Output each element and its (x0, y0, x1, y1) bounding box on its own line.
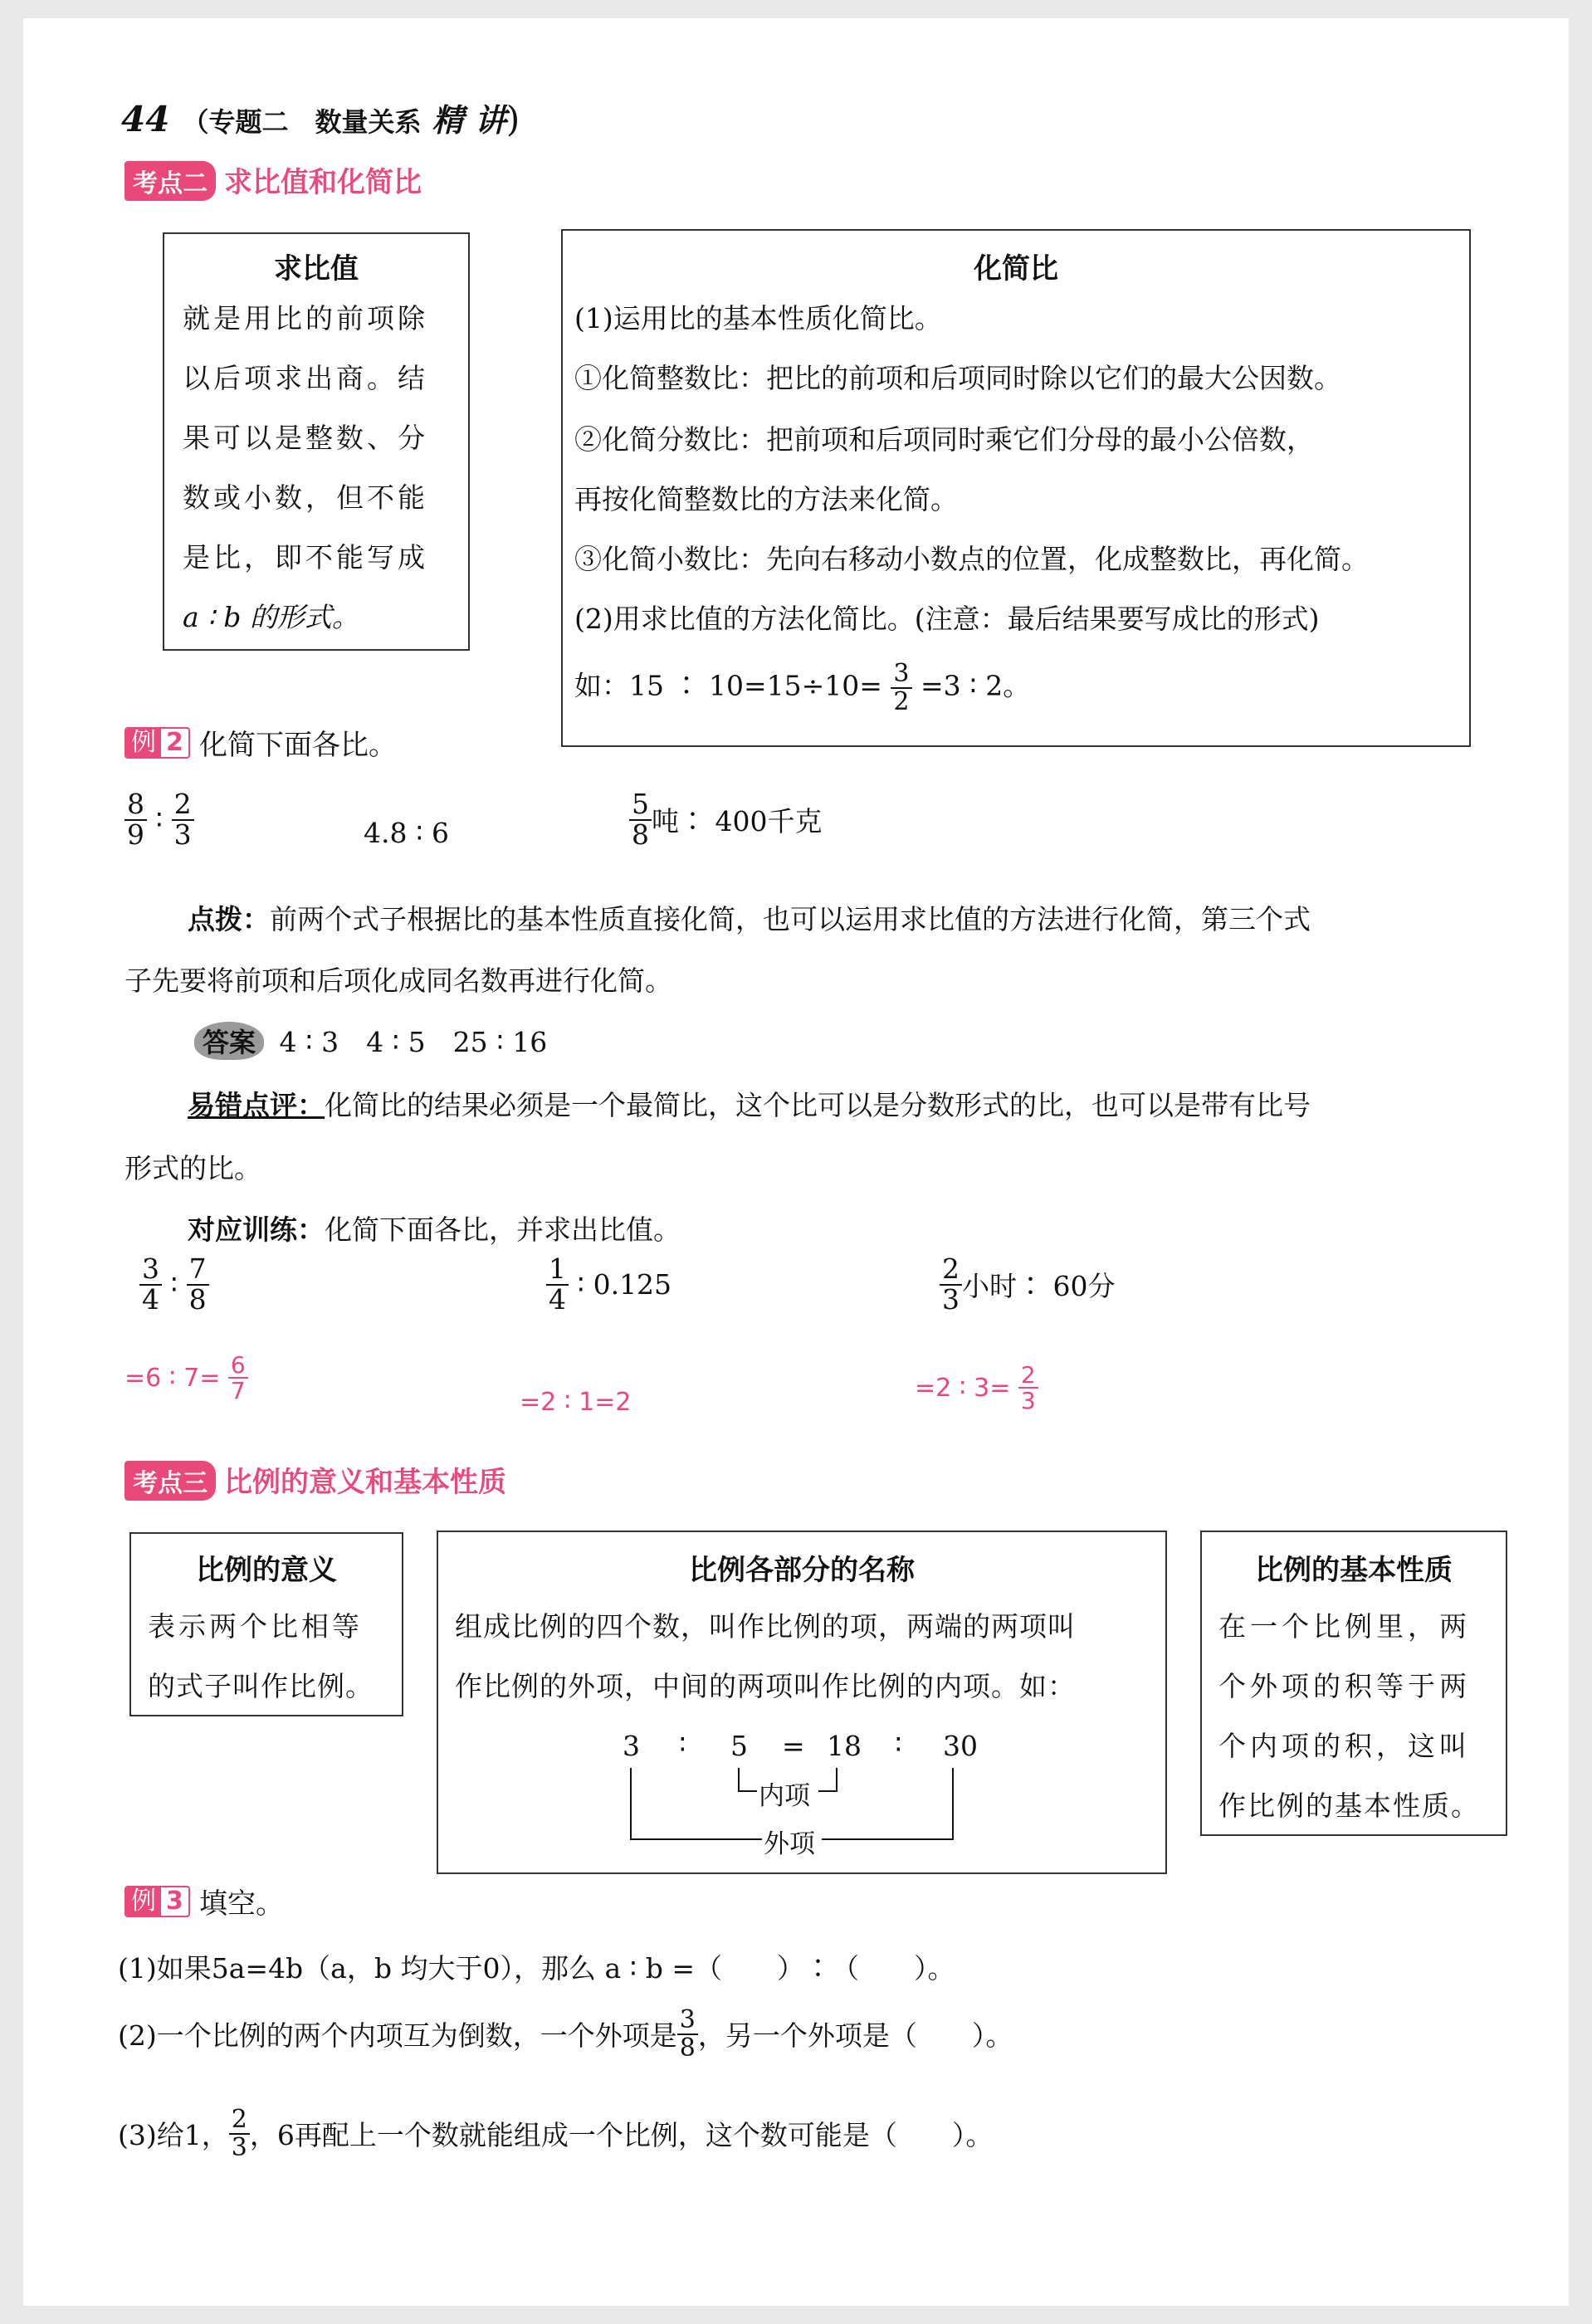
ex3-question-2 (118, 2007, 1013, 2061)
numerator: 2 (940, 1255, 962, 1286)
question-text: ，6再配上一个数就能组成一个比例，这个数可能是（ ）。 (249, 2119, 994, 2151)
box-title: 化简比 (974, 252, 1058, 286)
page-number: 44 (121, 99, 170, 139)
diagram-term: 5 (730, 1730, 748, 1762)
fraction (229, 2107, 250, 2160)
proportion-property-box (1200, 1531, 1507, 1836)
problem-text: 吨∶ 400千克 (652, 805, 823, 838)
denominator: 9 (127, 818, 144, 851)
example-tag (125, 1886, 190, 1917)
denominator: 3 (173, 818, 192, 851)
denominator: 3 (942, 1282, 960, 1316)
numerator: 6 (228, 1353, 248, 1379)
answer-line (194, 1021, 547, 1060)
diagram-equals: = (782, 1730, 805, 1762)
brand-text: 精 讲 (432, 101, 506, 139)
section-tag: 考点二 (125, 161, 216, 201)
box-title: 比例的意义 (196, 1554, 337, 1587)
problem-text: 小时∶ 60分 (962, 1270, 1116, 1303)
practice-answer-3 (915, 1363, 1038, 1413)
page (23, 18, 1569, 2306)
numerator: 1 (546, 1255, 569, 1286)
question-text: (3)给1， (118, 2119, 229, 2151)
box-line: (2)用求比值的方法化简比。(注意：最后结果要写成比的形式) (574, 603, 1320, 635)
box-line: 组成比例的四个数，叫作比例的项，两端的两项叫 (455, 1610, 1076, 1643)
box-title: 比例各部分的名称 (689, 1554, 915, 1587)
box-line: ②化简分数比：把前项和后项同时乘它们分母的最小公倍数， (574, 423, 1314, 456)
example-text: 如：15 ∶ 10=15÷10= (574, 669, 882, 702)
numerator: 8 (125, 790, 147, 821)
box-line: 就是用比的前项除 (183, 302, 428, 334)
example-tag-number: 2 (166, 727, 183, 757)
denominator: 7 (230, 1377, 246, 1405)
box-line: (1)运用比的基本性质化简比。 (574, 302, 942, 334)
fraction (891, 661, 911, 715)
numerator: 3 (677, 2007, 698, 2035)
colon: ∶ (155, 803, 164, 837)
box-line: 以后项求出商。结 (183, 362, 428, 394)
numerator: 5 (629, 790, 652, 821)
outer-terms-label: 外项 (764, 1829, 815, 1859)
denominator: 8 (188, 1282, 207, 1316)
box-line: 再按化简整数比的方法来化简。 (574, 483, 958, 515)
diagram-term: 3 (623, 1730, 640, 1762)
answer-text: =2 ∶ 3= (915, 1373, 1011, 1403)
box-line: 的式子叫作比例。 (148, 1670, 374, 1702)
tip-line-2: 子先要将前项和后项化成同名数再进行化简。 (125, 964, 672, 997)
ex3-question-1: (1)如果5a=4b（a，b 均大于0），那么 a ∶ b =（ ）∶（ ）。 (118, 1952, 955, 1985)
proportion-parts-box (437, 1531, 1167, 1874)
box-line: 表示两个比相等 (148, 1610, 363, 1643)
section-tag: 考点三 (125, 1461, 216, 1501)
practice-label: 对应训练： (188, 1213, 325, 1246)
box-title: 求比值 (274, 252, 359, 286)
section-heading-kp2 (125, 159, 422, 201)
fraction (139, 1252, 162, 1316)
denominator: 2 (893, 686, 910, 716)
question-text: (2)一个比例的两个内项互为倒数，一个外项是 (118, 2019, 677, 2052)
practice-heading (188, 1208, 681, 1247)
denominator: 3 (231, 2132, 247, 2162)
answer-text: =6 ∶ 7= (125, 1363, 221, 1393)
example-text: =3 ∶ 2。 (921, 669, 1031, 702)
ex3-question-3 (118, 2107, 993, 2160)
example-text: 填空。 (198, 1887, 284, 1921)
header-close: ) (505, 99, 520, 139)
answer-label: 答案 (194, 1022, 264, 1060)
denominator: 8 (679, 2033, 696, 2063)
diagram-colon: ∶ (895, 1728, 902, 1760)
section-title: 求比值和化简比 (224, 166, 422, 199)
simplify-ratio-box (561, 229, 1471, 747)
box-line: 作比例的外项，中间的两项叫作比例的内项。如： (455, 1670, 1076, 1702)
section-title: 比例的意义和基本性质 (224, 1466, 506, 1499)
fraction (677, 2007, 698, 2061)
practice-text: 化简下面各比，并求出比值。 (325, 1213, 681, 1246)
numerator: 7 (187, 1255, 209, 1286)
fraction (629, 790, 652, 849)
example-text: 化简下面各比。 (198, 729, 397, 762)
example-2-heading (125, 722, 397, 763)
mistake-label: 易错点评： (188, 1089, 325, 1121)
box-line: 是比，即不能写成 (183, 541, 428, 574)
box-line: ①化简整数比：把比的前项和后项同时除以它们的最大公因数。 (574, 362, 1341, 394)
chapter-title: （专题二 数量关系 (182, 106, 422, 138)
denominator: 4 (549, 1282, 566, 1316)
practice-answer-1 (125, 1353, 248, 1404)
numerator: 2 (229, 2107, 250, 2135)
example-tag (125, 727, 190, 759)
box-line: ③化简小数比：先向右移动小数点的位置，化成整数比，再化简。 (574, 543, 1369, 575)
colon: ∶ (170, 1268, 178, 1301)
practice-q1 (139, 1252, 209, 1316)
numerator: 3 (139, 1255, 162, 1286)
example-3-heading (125, 1881, 284, 1921)
example-tag-number: 3 (166, 1886, 183, 1916)
practice-q2 (546, 1252, 672, 1316)
tip-text: 前两个式子根据比的基本性质直接化简，也可以运用求比值的方法进行化简，第三个式 (270, 903, 1311, 935)
inner-terms-label: 内项 (759, 1781, 810, 1811)
diagram-term: 18 (827, 1730, 862, 1762)
box-line: 个内项的积，这叫 (1218, 1730, 1471, 1762)
fraction (546, 1252, 569, 1316)
practice-q3 (940, 1252, 1116, 1316)
mistake-line-1 (188, 1084, 1311, 1123)
box-line: a ∶ b 的形式。 (183, 601, 359, 633)
page-header (121, 95, 520, 144)
diagram-term: 30 (943, 1730, 978, 1762)
box-line: 作比例的基本性质。 (1218, 1789, 1480, 1822)
fraction (228, 1353, 248, 1404)
fraction (940, 1252, 962, 1316)
example-tag-label: 例 (126, 1887, 161, 1916)
box-title: 比例的基本性质 (1255, 1554, 1453, 1587)
tip-label: 点拨： (188, 903, 270, 935)
fraction (1018, 1363, 1038, 1413)
ex2-problem-2: 4.8 ∶ 6 (364, 817, 450, 849)
box-line: 在一个比例里，两 (1218, 1610, 1471, 1643)
box-line: 果可以是整数、分 (183, 422, 428, 454)
numerator: 3 (891, 661, 911, 689)
ex2-problem-1 (125, 790, 194, 849)
fraction (187, 1252, 209, 1316)
practice-answer-2: =2 ∶ 1=2 (520, 1388, 632, 1417)
fraction (125, 790, 147, 849)
mistake-line-2: 形式的比。 (125, 1152, 261, 1184)
mistake-text: 化简比的结果必须是一个最简比，这个比可以是分数形式的比，也可以是带有比号 (325, 1089, 1311, 1121)
tip-line-1 (188, 898, 1311, 937)
example-tag-label: 例 (126, 728, 161, 757)
denominator: 4 (142, 1282, 159, 1316)
numerator: 2 (172, 790, 194, 821)
section-heading-kp3 (125, 1459, 506, 1501)
answer-text: 4 ∶ 3 4 ∶ 5 25 ∶ 16 (279, 1026, 548, 1058)
box-example (574, 661, 1030, 715)
fraction (172, 790, 194, 849)
ex2-problem-3 (629, 790, 822, 849)
proportion-meaning-box (129, 1532, 403, 1716)
box-line: 数或小数，但不能 (183, 481, 428, 514)
denominator: 8 (632, 818, 649, 851)
diagram-colon: ∶ (679, 1728, 686, 1760)
box-line: 个外项的积等于两 (1218, 1670, 1471, 1702)
ratio-value-box (163, 232, 470, 651)
problem-text: ∶ 0.125 (577, 1268, 672, 1301)
denominator: 3 (1020, 1387, 1036, 1415)
question-text: ，另一个外项是（ ）。 (697, 2019, 1013, 2052)
numerator: 2 (1018, 1363, 1038, 1389)
